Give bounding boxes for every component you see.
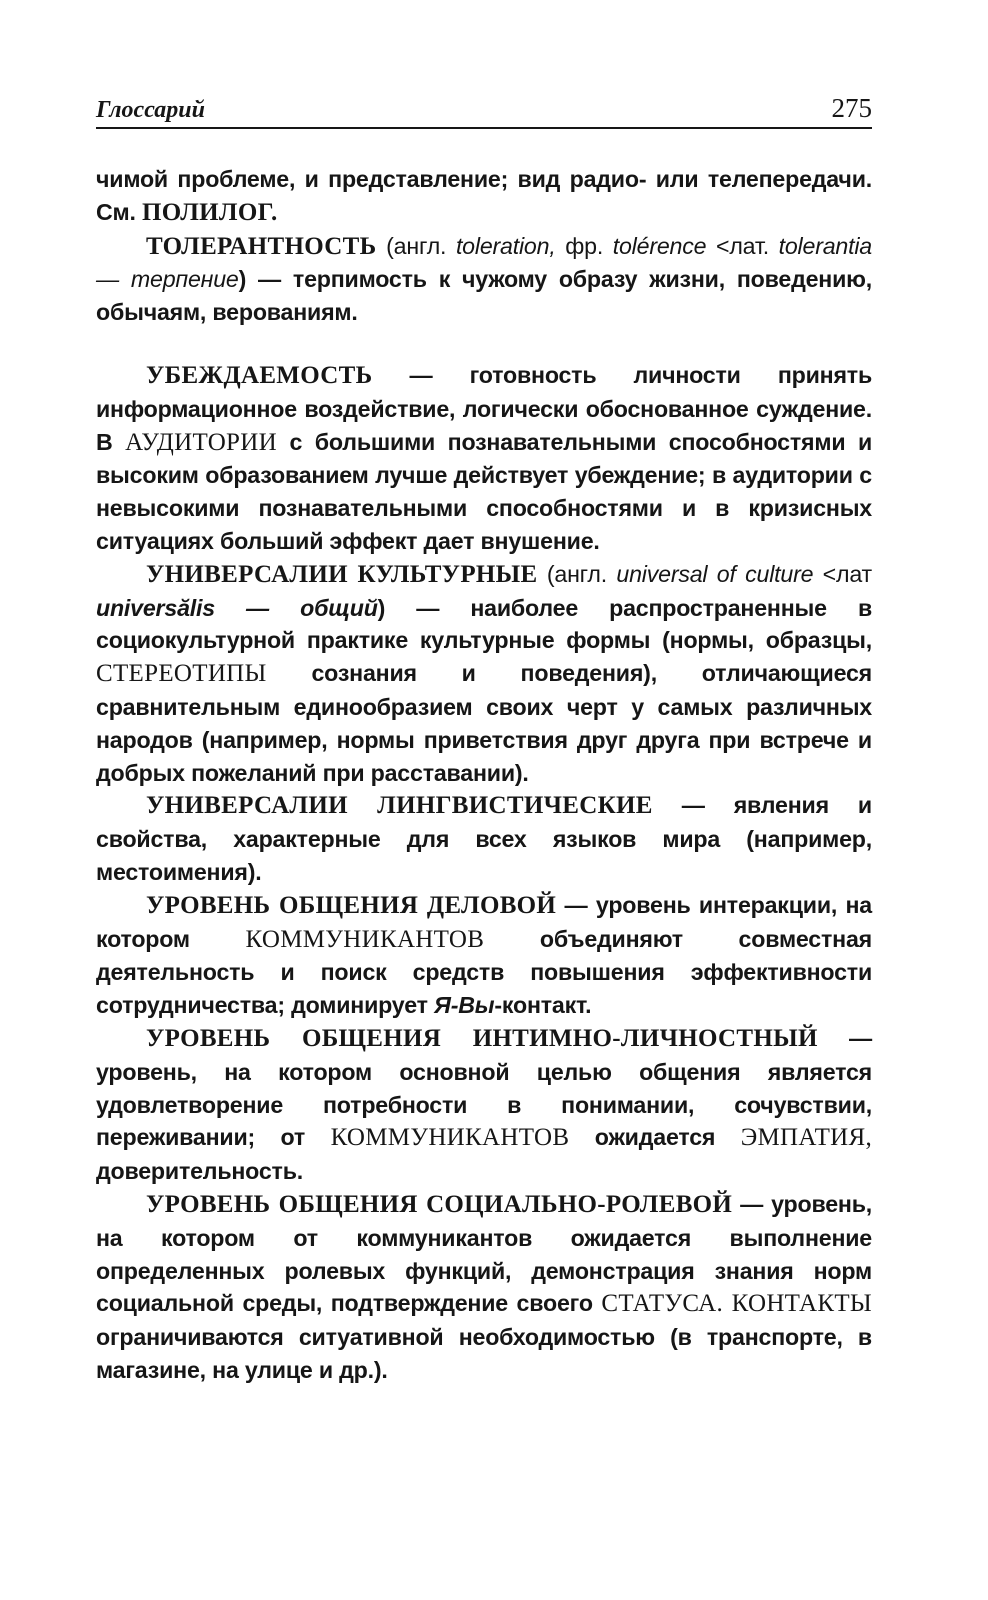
- entry-text: -контакт.: [494, 992, 592, 1019]
- glossary-entry-intimate-level: [96, 1022, 872, 1188]
- entry-term: УНИВЕРСАЛИИ КУЛЬТУРНЫЕ: [146, 560, 538, 588]
- entry-text: объединяют совместная деятельность и поиск средств повышения эффективности сотрудничества; доминирует: [96, 925, 872, 1019]
- cross-reference: ЭМПАТИЯ,: [740, 1124, 873, 1152]
- entry-bold-italic: universălis — общий: [96, 594, 378, 621]
- entry-term: ТОЛЕРАНТНОСТЬ: [146, 232, 377, 260]
- entry-text: — уровень интеракции, на котором: [96, 891, 873, 952]
- entry-text: с большими познавательными способностями и высоким образованием лучше действует убеждение; в аудитории с невысокими познавательными способностями и в кризисных ситуациях больший эффект дает внушение.: [96, 428, 872, 554]
- entry-text: ограничиваются ситуативной необходимостью (в транспорте, в магазине, на улице и др.).: [96, 1324, 872, 1383]
- entry-text: — явления и свойства, характерные для всех языков мира (например, местоимения).: [96, 792, 872, 885]
- cross-reference: КОММУНИКАНТОВ: [245, 925, 485, 953]
- glossary-entry-cultural-universals: [96, 558, 872, 790]
- glossary-entry-business-level: [96, 889, 872, 1022]
- entry-italic: universal of culture: [616, 560, 814, 587]
- entry-text: (англ.: [376, 232, 456, 259]
- cross-reference: ПОЛИЛОГ.: [141, 198, 278, 226]
- glossary-entry-social-role-level: [96, 1188, 872, 1387]
- entry-term: УНИВЕРСАЛИИ ЛИНГВИСТИЧЕСКИЕ: [146, 792, 653, 820]
- entry-term: УБЕЖДАЕМОСТЬ: [146, 361, 373, 389]
- running-header: [96, 84, 872, 129]
- section-title: Глоссарий: [96, 97, 205, 123]
- entry-text: <лат.: [706, 232, 779, 259]
- entry-term: УРОВЕНЬ ОБЩЕНИЯ ДЕЛОВОЙ: [146, 891, 557, 919]
- entry-text: — уровень, на котором от коммуникантов ожидается выполнение определенных ролевых функций, демонстрация знания норм социальной среды, подтверждение своего: [96, 1190, 873, 1317]
- entry-text: (англ.: [537, 560, 617, 587]
- glossary-entry-linguistic-universals: [96, 789, 872, 888]
- entry-text: ) — наиболее распространенные в социокультурной практике культурные формы (нормы, образцы,: [96, 594, 872, 654]
- entry-text: ) — терпимость к чужому образу жизни, поведению, обычаям, верованиям.: [96, 266, 872, 326]
- entry-text: <лат: [813, 560, 872, 587]
- glossary-entry-persuasibility: [96, 359, 872, 558]
- entry-text: — уровень, на котором основной целью общения является удовлетворение потребности в понимании, сочувствии, переживании; от: [96, 1024, 873, 1151]
- cross-reference: КОНТАКТЫ: [731, 1290, 872, 1318]
- entry-text: доверительность.: [96, 1158, 303, 1185]
- cross-reference: АУДИТОРИИ: [125, 428, 277, 456]
- entry-term: УРОВЕНЬ ОБЩЕНИЯ СОЦИАЛЬНО-РОЛЕВОЙ: [146, 1190, 733, 1218]
- cross-reference: КОММУНИКАНТОВ: [330, 1124, 570, 1152]
- entry-text: фр.: [555, 232, 613, 259]
- glossary-entry-tolerance: [96, 230, 872, 329]
- book-page: [96, 84, 872, 1387]
- page-number: 275: [831, 93, 872, 123]
- glossary-body: [96, 163, 872, 1387]
- entry-italic: tolérence: [612, 232, 707, 259]
- entry-text: чимой проблеме, и представление; вид радио- или телепередачи. См.: [96, 166, 872, 225]
- entry-bold-italic: Я-Вы: [433, 992, 495, 1019]
- entry-text: ожидается: [569, 1124, 741, 1151]
- entry-italic: toleration,: [455, 232, 556, 259]
- cross-reference: СТЕРЕОТИПЫ: [96, 660, 267, 688]
- entry-text: сознания и поведения), отличающиеся сравнительным единообразием своих черт у самых различных народов (например, нормы приветствия друг друга при встрече и добрых пожеланий при расставании).: [96, 660, 872, 786]
- entry-italic: tolerantia — терпение: [96, 232, 872, 293]
- glossary-entry-continuation: [96, 163, 872, 230]
- entry-text: — готовность личности принять информационное воздействие, логически обоснованное суждение. В: [96, 361, 872, 455]
- entry-text: [723, 1290, 732, 1316]
- entry-term: УРОВЕНЬ ОБЩЕНИЯ ИНТИМНО-ЛИЧНОСТНЫЙ: [146, 1024, 818, 1052]
- cross-reference: СТАТУСА.: [601, 1290, 724, 1318]
